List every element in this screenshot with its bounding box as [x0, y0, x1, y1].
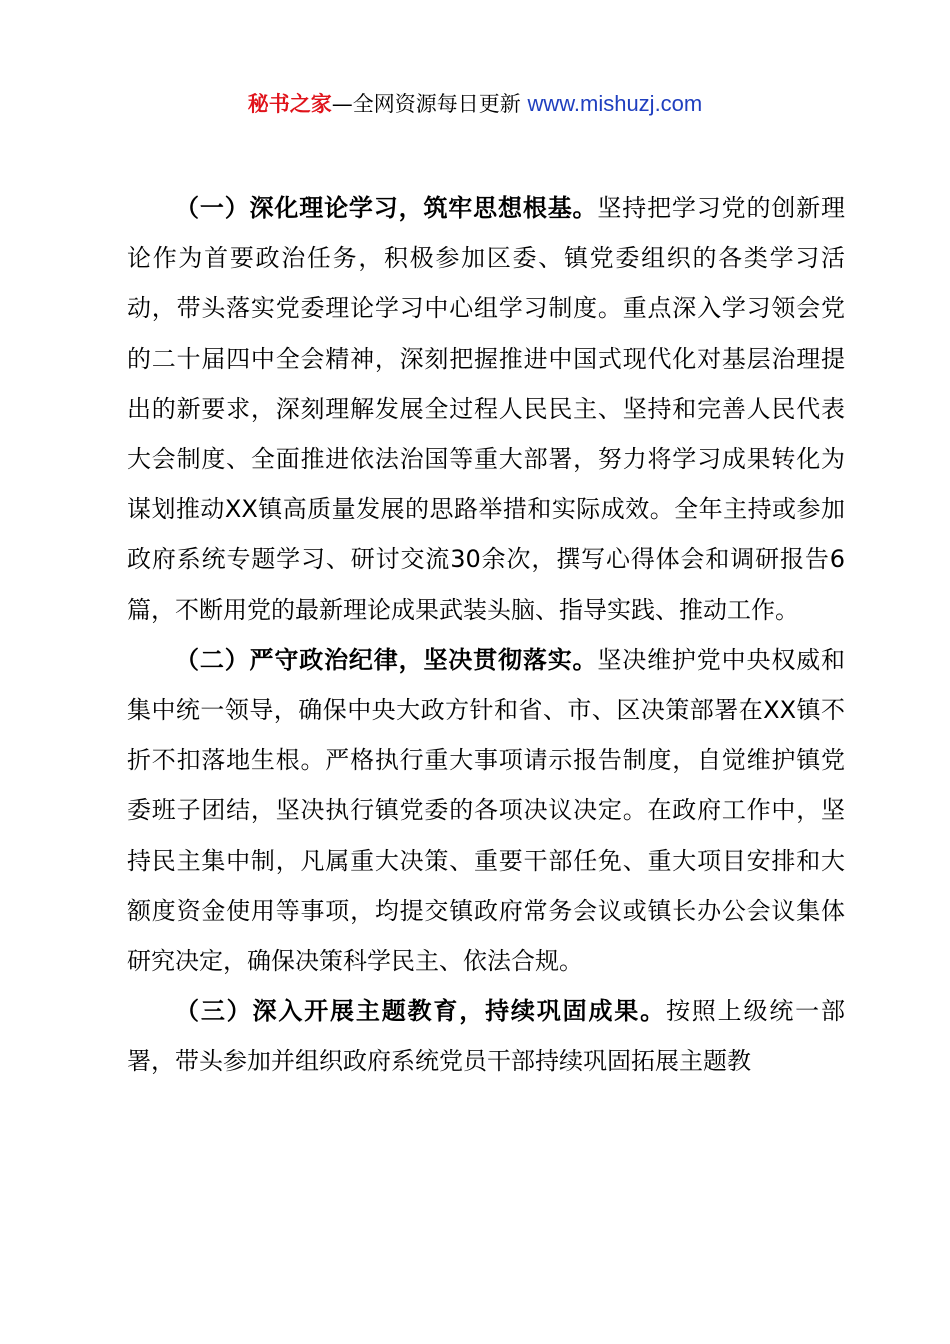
site-url-link[interactable]: www.mishuzj.com [527, 91, 703, 116]
paragraph-2-text: 坚决维护党中央权威和集中统一领导，确保中央大政方针和省、市、区决策部署在XX镇不折不扣落地生根。严格执行重大事项请示报告制度，自觉维护镇党委班子团结，坚决执行镇党委的各项决议决定。在政府工作中，坚持民主集中制，凡属重大决策、重要干部任免、重大项目安排和大额度资金使用等事项，均提交镇政府常务会议或镇长办公会议集体研究决定，确保决策科学民主、依法合规。 [127, 645, 846, 976]
paragraph-1 [127, 183, 845, 635]
header-slogan: —全网资源每日更新 [331, 92, 528, 116]
paragraph-2 [127, 635, 845, 986]
paragraph-1-text: 坚持把学习党的创新理论作为首要政治任务，积极参加区委、镇党委组织的各类学习活动，带头落实党委理论学习中心组学习制度。重点深入学习领会党的二十届四中全会精神，深刻把握推进中国式现代化对基层治理提出的新要求，深刻理解发展全过程人民民主、坚持和完善人民代表大会制度、全面推进依法治国等重大部署，努力将学习成果转化为谋划推动XX镇高质量发展的思路举措和实际成效。全年主持或参加政府系统专题学习、研讨交流30余次，撰写心得体会和调研报告6篇，不断用党的最新理论成果武装头脑、指导实践、推动工作。 [127, 194, 846, 624]
paragraph-2-heading: （二）严守政治纪律，坚决贯彻落实。 [175, 645, 598, 674]
paragraph-3-heading: （三）深入开展主题教育，持续巩固成果。 [175, 997, 666, 1026]
paragraph-3 [127, 986, 845, 1086]
brand-name: 秘书之家 [247, 92, 332, 116]
site-header [0, 86, 950, 122]
document-body [127, 183, 845, 1087]
paragraph-3-text: 按照上级统一部署，带头参加并组织政府系统党员干部持续巩固拓展主题教 [127, 997, 846, 1076]
paragraph-1-heading: （一）深化理论学习，筑牢思想根基。 [175, 194, 598, 222]
